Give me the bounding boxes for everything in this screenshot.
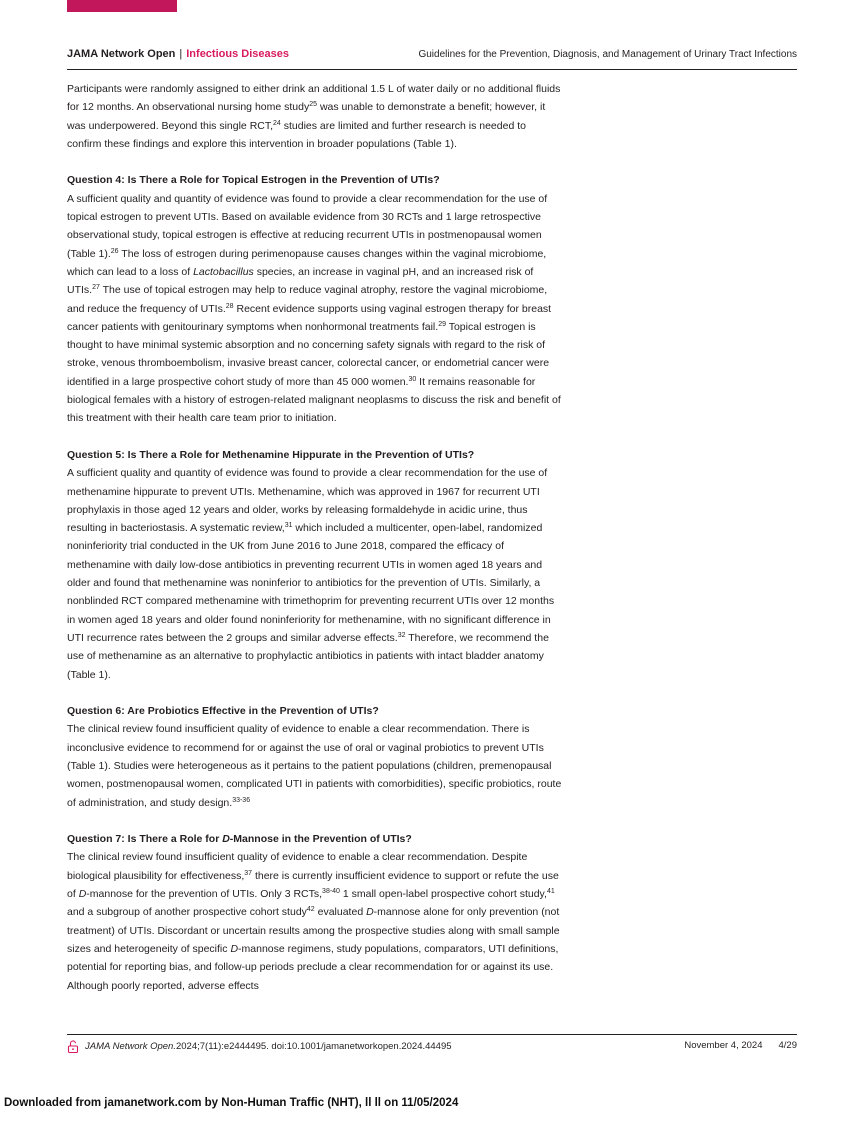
text-run: The clinical review found insufficient quality of evidence to enable a clear recommendation. There is inconclusive evidence to recommend for or against the use of oral or vaginal probiotics to prevent UTIs (Table 1). Studies were heterogeneous as it pertains to the patient populations (children, premenopausal women, postmenopausal women, complicated UTI in patients with comorbidities), specific probiotics, route of administration, and study design. [67,723,562,809]
publication-date: November 4, 2024 [684,1040,763,1051]
text-run: A sufficient quality and quantity of evidence was found to provide a clear recommendation for the use of topical estrogen to prevent UTIs. Based on available evidence from 30 RCTs and 1 large retrospective observational study, topical estrogen is effective at reducing recurrent UTIs in postmenopausal women (Table 1). [67,192,548,260]
open-access-lock-icon [67,1040,79,1053]
text-run: and a subgroup of another prospective cohort study [67,906,307,919]
text-run: -mannose alone for only prevention (not treatment) of UTIs. Discordant or uncertain results among the prospective studies along with small sample sizes and heterogeneity of specific [67,906,560,955]
journal-accent-bar [67,0,177,12]
header-divider [67,69,797,70]
text-run: It remains reasonable for biological females with a history of estrogen-related malignant neoplasms to discuss the risk and benefit of this treatment with their health care team prior to initiation. [67,375,561,425]
paragraph-topical-estrogen [67,190,563,428]
footer-date-page [668,1040,797,1051]
text-run: The loss of estrogen during perimenopause causes changes within the vaginal microbiome, which can lead to a loss of [67,247,547,278]
reference-superscript: 38-40 [322,888,340,896]
text-run: evaluated [314,906,367,919]
text-run: species, an increase in vaginal pH, and an increased risk of UTIs. [67,265,534,297]
text-run: The clinical review found insufficient quality of evidence to enable a clear recommendation. Despite biological plausibility for effectiveness, [67,851,528,882]
text-run: A sufficient quality and quantity of evidence was found to provide a clear recommendation for the use of methenamine hippurate to prevent UTIs. Methenamine, which was approved in 1967 for recurrent UTI prophylaxis in those aged 12 years and older, works by releasing formaldehyde in acidic urine, thus resulting in bacteriostasis. A systematic review, [67,467,548,535]
page-header [67,48,797,68]
italic-term: D [78,888,87,901]
reference-superscript: 31 [284,522,293,530]
reference-superscript: 37 [244,869,253,877]
text-run: studies are limited and further research is needed to confirm these findings and explore this intervention in broader populations (Table 1). [67,119,526,150]
heading-question-6: Question 6: Are Probiotics Effective in the Prevention of UTIs? [67,705,379,718]
reference-superscript: 27 [92,284,100,292]
article-body [67,80,563,995]
page-footer [67,1040,797,1056]
reference-superscript: 26 [110,247,119,255]
reference-superscript: 33-36 [232,796,251,804]
text-run: Topical estrogen is thought to have minimal systemic absorption and no concerning safety signals with regard to the risk of stroke, venous thromboembolism, invasive breast cancer, colorectal cancer, or endometrial cancer were identified in a large prospective cohort study of more than 45 000 women. [67,320,550,388]
text-run: -mannose for the prevention of UTIs. Only 3 RCTs, [86,888,323,901]
heading-question-4: Question 4: Is There a Role for Topical Estrogen in the Prevention of UTIs? [67,174,440,187]
header-separator: | [179,48,183,60]
reference-superscript: 25 [309,101,318,109]
heading-question-7: Question 7: Is There a Role for D-Mannose in the Prevention of UTIs? [67,833,412,846]
header-journal-section [67,48,289,60]
citation-details: 2024;7(11):e2444495. doi:10.1001/jamanetworkopen.2024.44495 [175,1041,452,1052]
italic-term: D [366,906,374,919]
paragraph-probiotics [67,720,563,811]
section-name: Infectious Diseases [186,48,289,60]
text-run: Therefore, we recommend the use of methenamine as an alternative to prophylactic antibiotics in patients with intact bladder anatomy (Table 1). [67,631,549,681]
reference-superscript: 42 [306,906,315,914]
reference-superscript: 29 [438,320,446,328]
text-run: The use of topical estrogen may help to reduce vaginal atrophy, restore the vaginal microbiome, and reduce the frequency of UTIs. [67,284,548,315]
footer-divider [67,1034,797,1035]
reference-superscript: 24 [273,119,281,127]
heading-question-5: Question 5: Is There a Role for Methenamine Hippurate in the Prevention of UTIs? [67,448,475,461]
paragraph-d-mannose [67,848,563,994]
text-run: 1 small open-label prospective cohort study, [339,888,547,901]
text-run: Recent evidence supports using vaginal estrogen therapy for breast cancer patients with genitourinary symptoms when nonhormonal treatments fail. [67,302,552,333]
text-run: there is currently insufficient evidence to support or refute the use of [67,869,559,901]
reference-superscript: 41 [546,888,555,896]
footer-citation [67,1040,452,1053]
text-run: was unable to demonstrate a benefit; however, it was underpowered. Beyond this single RCT, [67,101,546,132]
text-run: which included a multicenter, open-label, randomized noninferiority trial conducted in the UK from June 2016 to June 2018, compared the efficacy of methenamine with daily low-dose antibiotics in preventing recurrent UTIs in women aged 18 years and older and found that methenamine was noninferior to antibiotics for the prevention of UTIs. Similarly, a nonblinded RCT compared methenamine with trimethoprim for preventing recurrent UTIs over 12 months in women aged 18 years and older found noninferiority for methenamine, with no significant difference in UTI recurrence rates between the 2 groups and similar adverse effects. [67,522,555,644]
reference-superscript: 32 [397,631,406,639]
download-notice: Downloaded from jamanetwork.com by Non-Human Traffic (NHT), ll ll on 11/05/2024 [4,1097,459,1109]
italic-term: D [230,942,239,955]
text-run: -mannose regimens, study populations, comparators, UTI definitions, potential for reporting bias, and follow-up periods preclude a clear recommendation for or against its use. Although poorly reported, adverse effects [67,942,559,992]
text-run: Participants were randomly assigned to either drink an additional 1.5 L of water daily or no additional fluids for 12 months. An observational nursing home study [67,83,561,114]
citation-journal: JAMA Network Open. [85,1041,176,1052]
paragraph-fluid-intake [67,80,563,153]
reference-superscript: 28 [225,302,234,310]
page-number: 4/29 [778,1040,797,1051]
journal-name: JAMA Network Open [67,48,176,60]
reference-superscript: 30 [408,375,417,383]
paragraph-methenamine [67,464,563,684]
running-title: Guidelines for the Prevention, Diagnosis, and Management of Urinary Tract Infections [418,49,797,60]
italic-term: Lactobacillus [193,265,254,278]
